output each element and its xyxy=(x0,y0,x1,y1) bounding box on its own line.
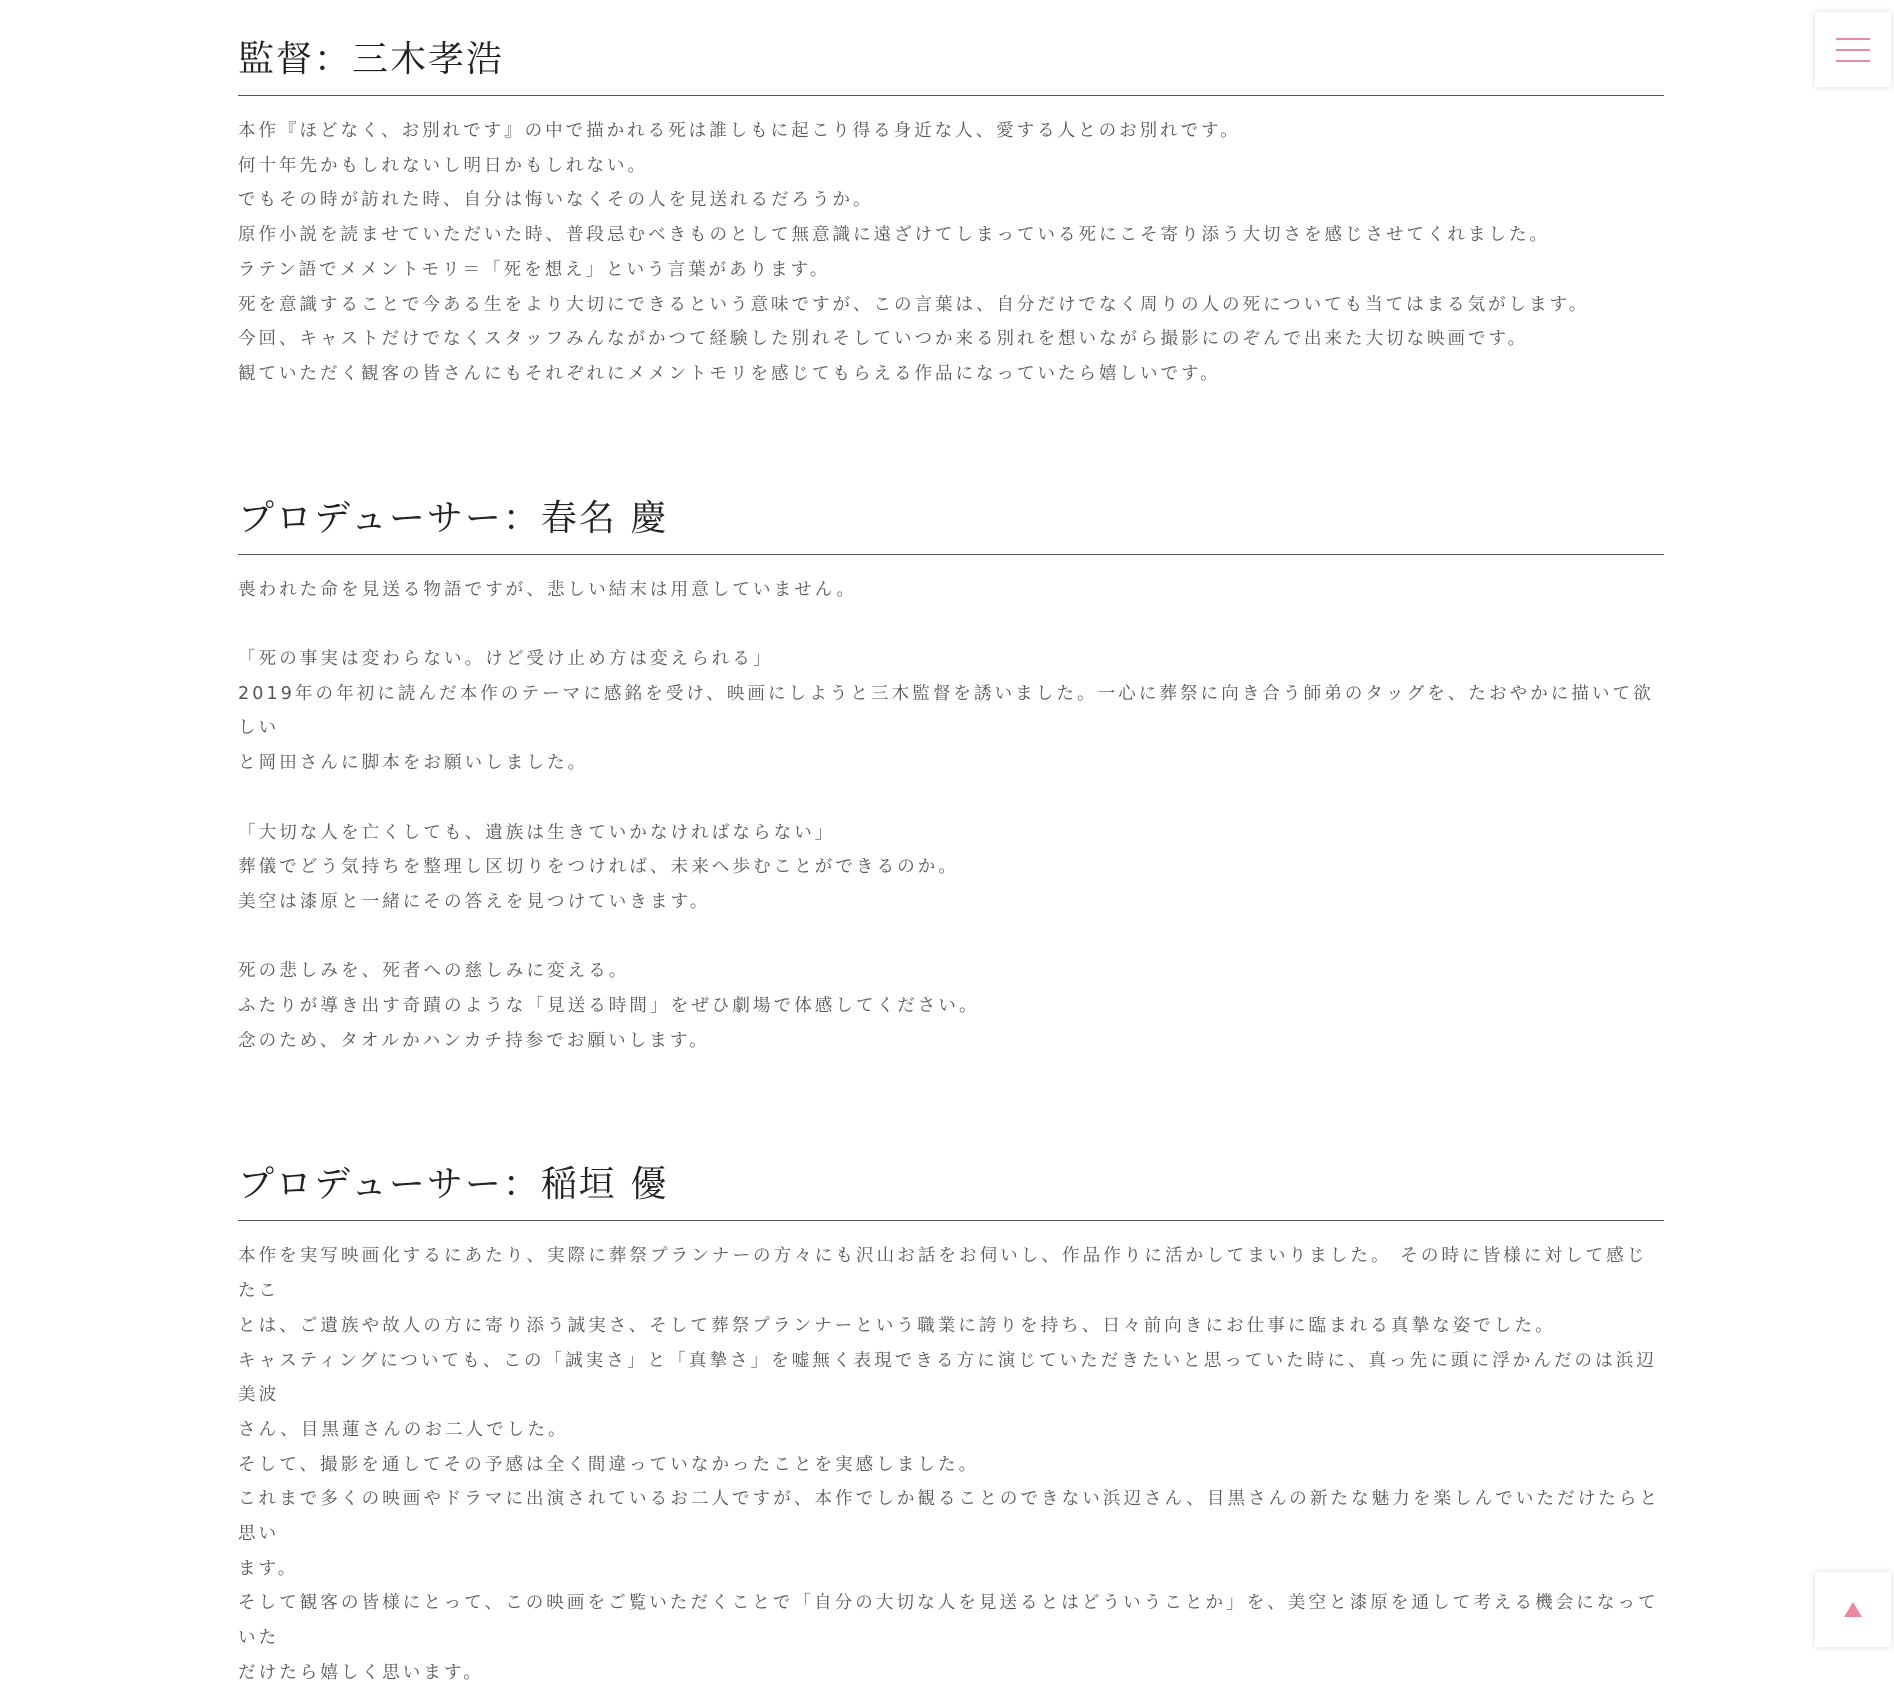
paragraph-line: そして観客の皆様にとって、この映画をご覧いただくことで「自分の大切な人を見送るとはどういうことか」を、美空と漆原を通して考える機会になっていた xyxy=(238,1593,1659,1649)
triangle-up-icon xyxy=(1844,1602,1862,1617)
blank-line xyxy=(238,607,1664,642)
blank-line xyxy=(238,781,1664,816)
section-body xyxy=(238,555,1664,1059)
menu-button[interactable] xyxy=(1815,12,1891,87)
scroll-to-top-button[interactable] xyxy=(1815,1572,1891,1647)
section-title: プロデューサー：春名 慶 xyxy=(238,497,1664,555)
paragraph-line: 観ていただく観客の皆さんにもそれぞれにメメントモリを感じてもらえる作品になっていたら嬉しいです。 xyxy=(238,363,1221,384)
producer-inagaki-section xyxy=(238,1058,1664,1690)
paragraph-line: 葬儀でどう気持ちを整理し区切りをつければ、未来へ歩むことができるのか。 xyxy=(238,857,959,878)
paragraph-line: これまで多くの映画やドラマに出演されているお二人ですが、本作でしか観ることのできない浜辺さん、目黒さんの新たな魅力を楽しんでいただけたらと思い xyxy=(238,1489,1661,1545)
blank-line xyxy=(238,920,1664,955)
paragraph-line: ラテン語でメメントモリ＝「死を想え」という言葉があります。 xyxy=(238,259,831,280)
paragraph-line: と岡田さんに脚本をお願いしました。 xyxy=(238,753,589,774)
section-body xyxy=(238,1221,1664,1690)
paragraph-line: 「大切な人を亡くしても、遺族は生きていかなければならない」 xyxy=(238,822,836,843)
section-title: 監督：三木孝浩 xyxy=(238,38,1664,96)
paragraph-line: 原作小説を読ませていただいた時、普段忌むべきものとして無意識に遠ざけてしまっている死にこそ寄り添う大切さを感じさせてくれました。 xyxy=(238,225,1550,246)
paragraph-line: 今回、キャストだけでなくスタッフみんながかつて経験した別れそしていつか来る別れを想いながら撮影にのぞんで出来た大切な映画です。 xyxy=(238,329,1529,350)
hamburger-icon xyxy=(1836,38,1870,62)
paragraph-line: 「死の事実は変わらない。けど受け止め方は変えられる」 xyxy=(238,649,774,670)
paragraph-line: キャスティングについても、この「誠実さ」と「真摯さ」を嘘無く表現できる方に演じていただきたいと思っていた時に、真っ先に頭に浮かんだのは浜辺美波 xyxy=(238,1350,1657,1406)
director-message-section xyxy=(238,0,1664,392)
paragraph-line: そして、撮影を通してその予感は全く間違っていなかったことを実感しました。 xyxy=(238,1454,980,1475)
paragraph-line: さん、目黒蓮さんのお二人でした。 xyxy=(238,1419,569,1440)
paragraph-line: 2019年の年初に読んだ本作のテーマに感銘を受け、映画にしようと三木監督を誘いました。一心に葬祭に向き合う師弟のタッグを、たおやかに描いて欲しい xyxy=(238,683,1654,739)
paragraph-line: 死を意識することで今ある生をより大切にできるという意味ですが、この言葉は、自分だけでなく周りの人の死についても当てはまる気がします。 xyxy=(238,294,1590,315)
paragraph-line: 本作『ほどなく、お別れです』の中で描かれる死は誰しもに起こり得る身近な人、愛する人とのお別れです。 xyxy=(238,121,1241,141)
paragraph-line: 何十年先かもしれないし明日かもしれない。 xyxy=(238,155,648,176)
paragraph-line: 念のため、タオルかハンカチ持参でお願いします。 xyxy=(238,1030,710,1051)
paragraph-line: とは、ご遺族や故人の方に寄り添う誠実さ、そして葬祭プランナーという職業に誇りを持ち、日々前向きにお仕事に臨まれる真摯な姿でした。 xyxy=(238,1315,1556,1336)
paragraph-line: ふたりが導き出す奇蹟のような「見送る時間」をぜひ劇場で体感してください。 xyxy=(238,996,980,1017)
paragraph-line: 美空は漆原と一緒にその答えを見つけていきます。 xyxy=(238,891,711,912)
paragraph-line: でもその時が訪れた時、自分は悔いなくその人を見送れるだろうか。 xyxy=(238,190,874,211)
main-content xyxy=(238,0,1664,1691)
paragraph-line: だけたら嬉しく思います。 xyxy=(238,1662,484,1683)
paragraph-line: 本作を実写映画化するにあたり、実際に葬祭プランナーの方々にも沢山お話をお伺いし、作品作りに活かしてまいりました。 その時に皆様に対して感じたこ xyxy=(238,1246,1648,1302)
paragraph-line: 喪われた命を見送る物語ですが、悲しい結末は用意していません。 xyxy=(238,579,858,600)
paragraph-line: 死の悲しみを、死者への慈しみに変える。 xyxy=(238,961,630,982)
section-title: プロデューサー：稲垣 優 xyxy=(238,1163,1664,1221)
producer-haruna-section xyxy=(238,392,1664,1059)
paragraph-line: ます。 xyxy=(238,1558,299,1579)
section-body xyxy=(238,96,1664,392)
